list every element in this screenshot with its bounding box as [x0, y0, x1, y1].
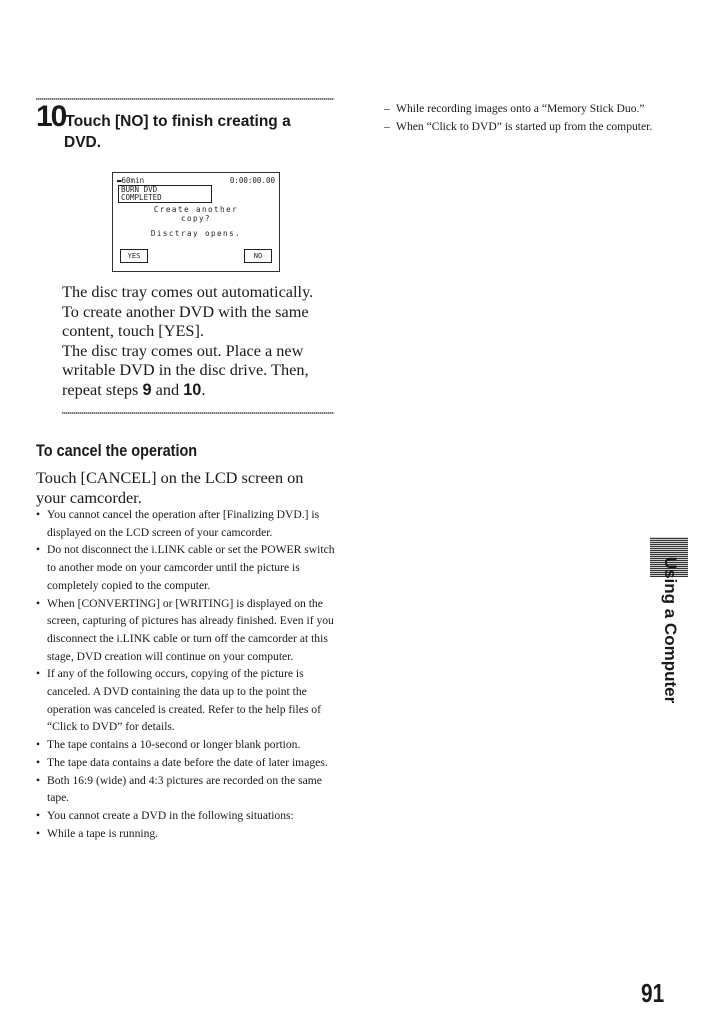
note-item: • If any of the following occurs, copying of the picture is canceled. A DVD containing the data up to the point the operation was canceled is created. Refer to the help files of “Click to DVD” for details. — [36, 665, 336, 736]
lcd-screen-illustration — [112, 172, 280, 272]
right-item: – While recording images onto a “Memory Stick Duo.” — [384, 100, 654, 118]
bottom-rule — [62, 412, 334, 414]
lcd-message-line2: copy? — [180, 214, 212, 223]
sub-item: • The tape contains a 10-second or longer blank portion. — [36, 736, 336, 754]
right-item: – When “Click to DVD” is started up from the computer. — [384, 118, 654, 136]
step-title-line2: DVD. — [64, 134, 102, 151]
cancel-heading: To cancel the operation — [36, 441, 198, 460]
lcd-remaining: ▬60min — [117, 176, 145, 185]
lcd-top-bar — [117, 176, 275, 185]
step-body: The disc tray comes out automatically. To create another DVD with the same content, touch [YES]. The disc tray comes out. Place a new writable DVD in the disc drive. Then, repeat steps 9 and 10. — [62, 282, 314, 399]
step-number: 10 — [36, 100, 66, 133]
lcd-status-box — [118, 185, 212, 203]
lcd-time: 0:00:00.00 — [229, 176, 275, 185]
sub-item: • Both 16:9 (wide) and 4:3 pictures are recorded on the same tape. — [36, 772, 336, 807]
note-item: • You cannot cancel the operation after [Finalizing DVD.] is displayed on the LCD screen of your camcorder. — [36, 506, 336, 541]
lcd-status-line2: COMPLETED — [121, 193, 162, 202]
sub-item: • The tape data contains a date before the date of later images. — [36, 754, 336, 772]
lcd-tray-text: Disctray opens. — [150, 229, 242, 238]
note-item: • When [CONVERTING] or [WRITING] is displayed on the screen, capturing of pictures has already finished. Even if you disconnect the i.LINK cable or turn off the camcorder at this stage, DVD creation will continue on your computer. — [36, 595, 336, 666]
step-title-line1: Touch [NO] to finish creating a — [65, 113, 291, 130]
cancel-intro: Touch [CANCEL] on the LCD screen on your camcorder. — [36, 468, 304, 507]
lcd-no-button[interactable]: NO — [244, 249, 272, 263]
top-rule — [36, 98, 334, 100]
page-number: 91 — [641, 978, 665, 1008]
lcd-message-line1: Create another — [153, 205, 239, 214]
cancel-notes — [36, 506, 336, 842]
lcd-message — [113, 205, 279, 223]
sub-item: • While a tape is running. — [36, 825, 336, 843]
side-tab — [652, 556, 688, 704]
step-heading — [36, 102, 336, 152]
right-column-list — [384, 100, 654, 135]
note-item: • Do not disconnect the i.LINK cable or set the POWER switch to another mode on your camcorder until the picture is completely copied to the computer. — [36, 541, 336, 594]
side-tab-label: Using a Computer — [661, 556, 680, 704]
note-item: • You cannot create a DVD in the following situations: — [36, 807, 336, 825]
lcd-yes-button[interactable]: YES — [120, 249, 148, 263]
lcd-status-line1: BURN DVD — [121, 185, 158, 194]
